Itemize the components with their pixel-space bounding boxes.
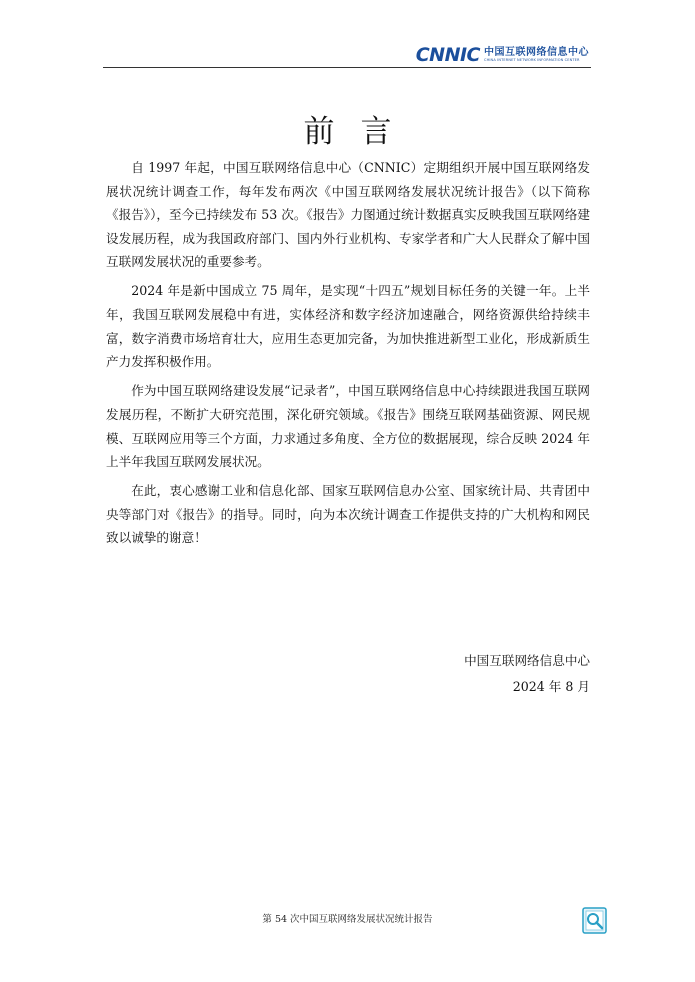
page-footer: 第 54 次中国互联网络发展状况统计报告 (262, 914, 433, 925)
paragraph-1: 自 1997 年起，中国互联网络信息中心（CNNIC）定期组织开展中国互联网络发展状况统计调查工作，每年发布两次《中国互联网络发展状况统计报告》（以下简称《报告》），至今已持续发布 53 次。《报告》力图通过统计数据真实反映我国互联网络建设发展历程，成为我国政府部门、国内外行业机构、专家学者和广大人民群众了解中国互联网发展状况的重要参考。 (106, 160, 590, 270)
paragraph-3: 作为中国互联网络建设发展“记录者”，中国互联网络信息中心持续跟进我国互联网发展历程，不断扩大研究范围，深化研究领域。《报告》围绕互联网基础资源、网民规模、互联网应用等三个方面，力求通过多角度、全方位的数据展现，综合反映 2024 年上半年我国互联网发展状况。 (106, 383, 590, 470)
page-header (103, 44, 591, 68)
page-title: 前言 (303, 114, 418, 150)
preface-body (106, 156, 590, 556)
logo-english-name: CHINA INTERNET NETWORK INFORMATION CENTER (484, 58, 580, 62)
header-divider (103, 67, 591, 68)
paragraph-2: 2024 年是新中国成立 75 周年，是实现“十四五”规划目标任务的关键一年。上半年，我国互联网发展稳中有进，实体经济和数字经济加速融合，网络资源供给持续丰富，数字消费市场培育壮大，应用生态更加完备，为加快推进新型工业化，形成新质生产力发挥积极作用。 (106, 283, 590, 370)
signature-block (464, 648, 590, 699)
cnnic-logo (416, 46, 589, 64)
signature-org: 中国互联网络信息中心 (464, 653, 590, 668)
signature-date: 2024 年 8 月 (512, 678, 590, 694)
magnifier-report-icon (582, 907, 607, 934)
logo-text (484, 46, 589, 63)
logo-mark: CNNIC (415, 44, 480, 66)
logo-chinese-name: 中国互联网络信息中心 (484, 47, 589, 58)
paragraph-4: 在此，衷心感谢工业和信息化部、国家互联网信息办公室、国家统计局、共青团中央等部门对《报告》的指导。同时，向为本次统计调查工作提供支持的广大机构和网民致以诚挚的谢意！ (106, 483, 590, 546)
